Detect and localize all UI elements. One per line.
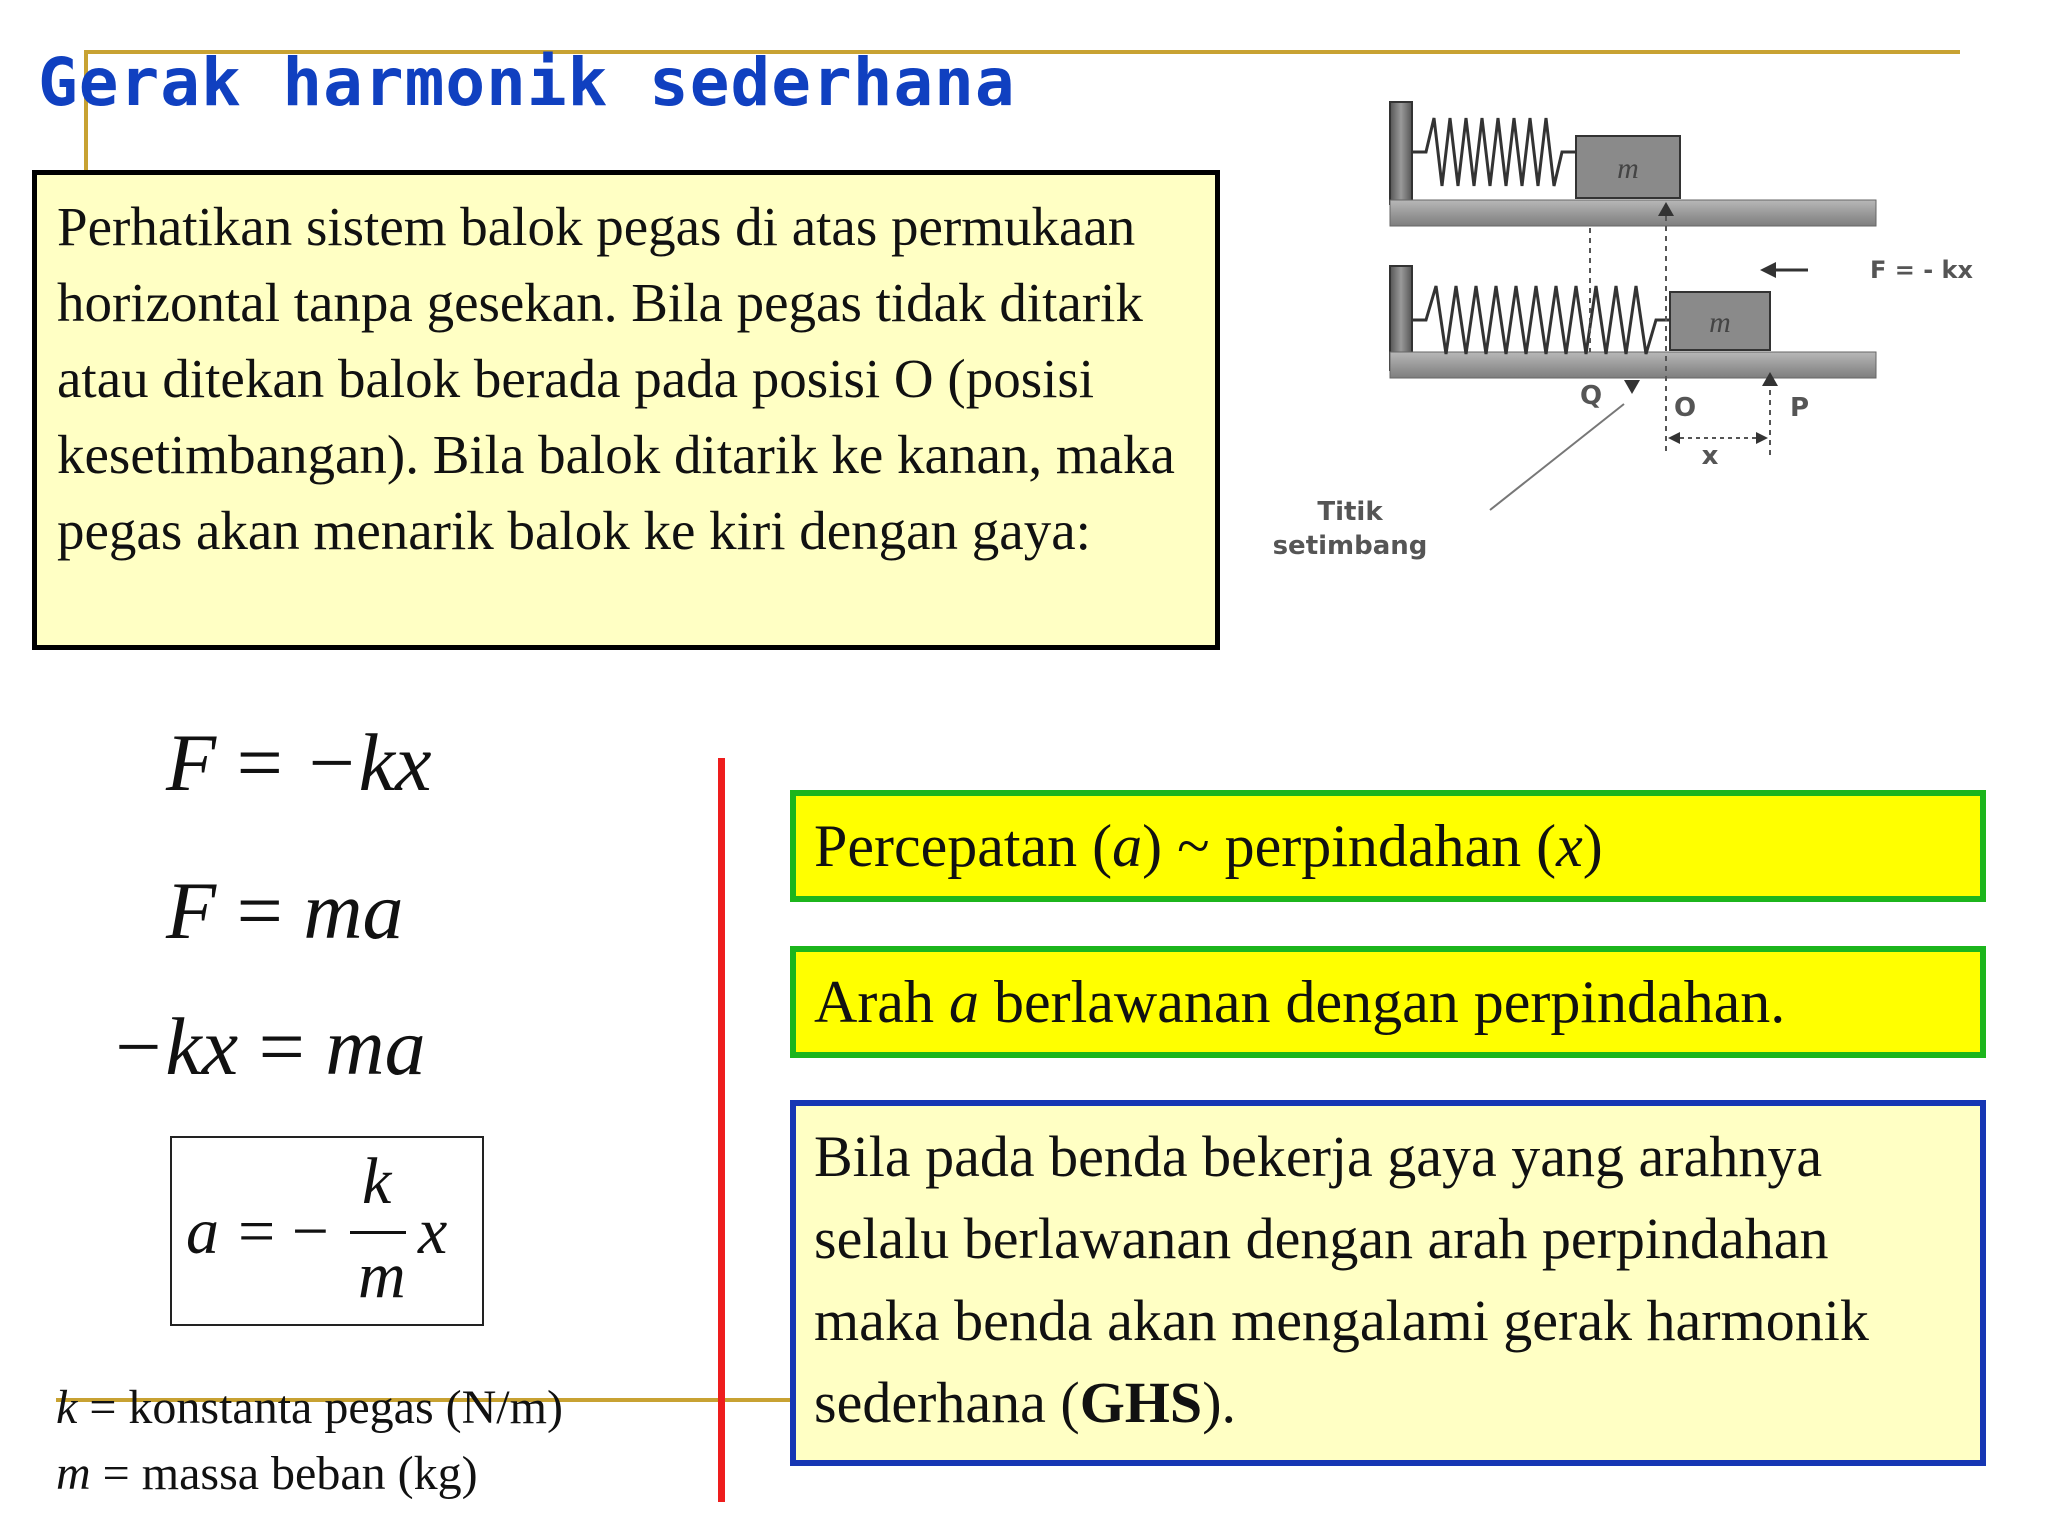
box1-var-x: x [1556,813,1583,879]
q-arrow-head [1624,380,1640,394]
equilibrium-label-line2: setimbang [1272,531,1428,561]
intro-text: Perhatikan sistem balok pegas di atas permukaan horizontal tanpa gesekan. Bila pegas tidak ditarik atau ditekan balok berada pada posisi O (posisi kesetimbangan). Bila balok ditarik ke kanan, maka pegas akan menarik balok ke kiri dengan gaya: [57,196,1175,561]
ghs-definition-box [790,1100,1986,1466]
eq1-rhs: −kx [303,717,432,808]
eq1-lhs: F [166,717,217,808]
point-q-label: Q [1580,381,1603,411]
equation-newton [166,864,404,958]
bottom-surface [1390,352,1876,378]
point-p-label: P [1790,393,1810,423]
def-k-text: = konstanta pegas (N/m) [77,1381,563,1434]
def-m-text: = massa beban (kg) [90,1447,478,1500]
eq1-op: = [236,717,283,808]
displacement-arrow-right [1756,432,1768,444]
top-surface [1390,200,1876,226]
eq2-op: = [236,865,283,956]
displacement-label: x [1701,441,1719,471]
def-m-symbol: m [56,1447,91,1500]
bottom-mass-label: m [1709,306,1731,339]
direction-opposite-box [790,946,1986,1058]
eq4-denominator: m [358,1239,406,1312]
definition-m [56,1446,478,1501]
equilibrium-label-line1: Titik [1317,497,1383,527]
eq2-rhs: ma [303,865,404,956]
force-arrow-head [1760,262,1776,278]
bottom-spring [1412,286,1670,354]
equilibrium-pointer [1490,404,1624,510]
eq3-lhs: −kx [110,1001,239,1092]
eq4-numerator: k [362,1145,392,1218]
top-mass-label: m [1617,152,1639,185]
red-divider [718,758,725,1502]
box2-var-a: a [948,969,979,1035]
top-wall [1390,102,1412,204]
spring-mass-diagram [1250,80,2010,600]
fraction-bar [350,1231,406,1234]
box2-pre: Arah [814,969,949,1035]
force-label: F = - kx [1870,256,1973,284]
eq4-op: = − [238,1195,329,1268]
box3-post: ). [1202,1370,1237,1435]
equation-hooke [166,716,431,810]
acceleration-proportional-box [790,790,1986,902]
eq2-lhs: F [166,865,217,956]
definition-k [56,1380,563,1435]
box1-pre: Percepatan ( [814,813,1113,879]
eq3-op: = [258,1001,305,1092]
box1-mid: ) ~ perpindahan ( [1142,813,1557,879]
def-k-symbol: k [56,1381,78,1434]
eq4-lhs: a [186,1195,219,1268]
page-title: Gerak harmonik sederhana [38,44,1016,121]
eq3-rhs: ma [325,1001,426,1092]
eq4-tail: x [418,1195,448,1268]
box1-post: ) [1582,813,1603,879]
box1-var-a: a [1112,813,1143,879]
intro-text-box [32,170,1220,650]
equation-combined [110,1000,426,1094]
boxed-equation-acceleration [170,1136,484,1326]
displacement-arrow-left [1668,432,1680,444]
box2-post: berlawanan dengan perpindahan. [978,969,1786,1035]
box3-text: Bila pada benda bekerja gaya yang arahnya selalu berlawanan dengan arah perpindahan maka benda akan mengalami gerak harmonik sederhana ( [814,1124,1869,1435]
box3-bold: GHS [1079,1370,1203,1435]
point-o-label: O [1674,393,1697,423]
top-spring [1412,118,1576,186]
